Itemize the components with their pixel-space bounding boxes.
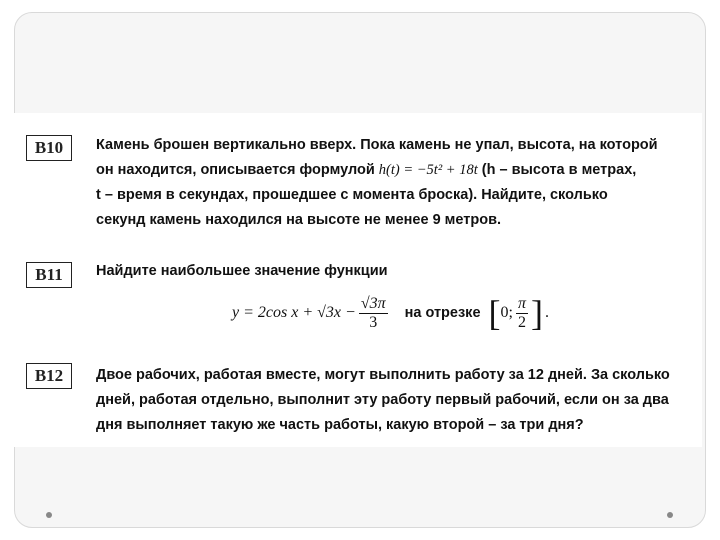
b12-line-1: Двое рабочих, работая вместе, могут выполнить работу за 12 дней. За сколько [96,367,670,383]
problem-b11-text: Найдите наибольшее значение функции [96,263,388,279]
problem-b10-text [96,133,678,233]
problem-b12-text [96,363,678,438]
decor-dot-left [46,512,52,518]
interval-left-bracket: [ [488,293,501,333]
b11-formula: y = 2cos x + √3x − $\frac{√3\pi}{3}$ на отрезке [ 0; $\frac{\pi}{2}$ ] . [232,293,549,333]
b12-line-2: дней, работая отдельно, выполнит эту работу первый рабочий, если он за два [96,392,669,408]
b10-line-4: секунд камень находился на высоте не менее 9 метров. [96,212,502,228]
problem-label-b10: B10 [26,135,72,161]
b10-line-3: t – время в секундах, прошедшее с момента броска). Найдите, сколько [96,187,608,203]
problem-image [4,113,702,447]
problem-label-b11: B11 [26,262,72,288]
b10-formula: h(t) = −5t² + 18t [378,162,478,178]
b10-line-2: он находится, описывается формулой h(t) = −5t² + 18t (h – высота в метрах, [96,162,637,178]
interval-right-bracket: ] [530,293,543,333]
problem-label-b12: B12 [26,363,72,389]
decor-dot-right [667,512,673,518]
b12-line-3: дня выполняет такую же часть работы, какую второй – за три дня? [96,417,584,433]
b11-fraction: $\frac{√3\pi}{3}$ [360,294,386,331]
interval-fraction: $\frac{\pi}{2}$ [517,294,526,331]
b10-line-1: Камень брошен вертикально вверх. Пока камень не упал, высота, на которой [96,137,658,153]
